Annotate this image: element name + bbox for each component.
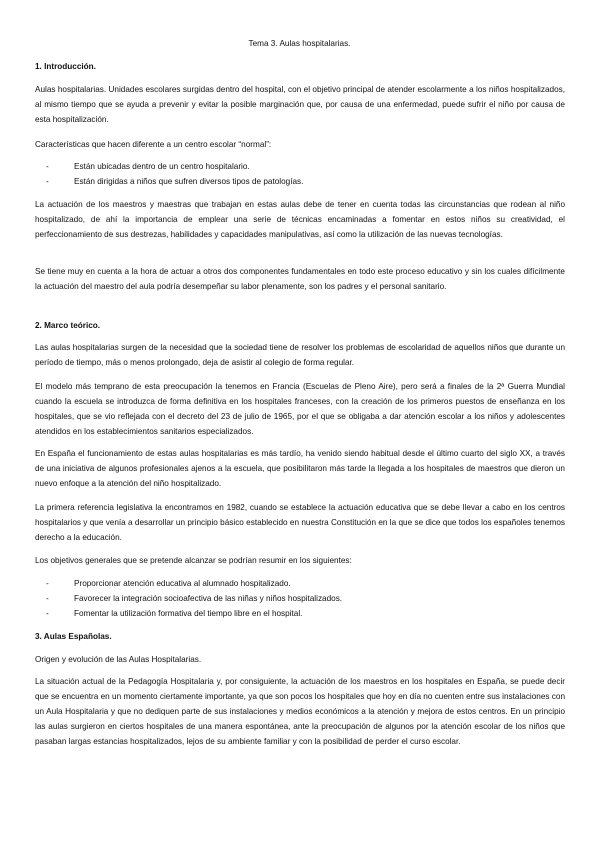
- list-item: - Fomentar la utilización formativa del tiempo libre en el hospital.: [35, 606, 565, 621]
- list-bullet: -: [46, 579, 49, 588]
- list-bullet: -: [46, 594, 49, 603]
- paragraph-legislacion: La primera referencia legislativa la encontramos en 1982, cuando se establece la actuación educativa que se debe llevar a cabo en los centros hospitalarios y que venía a desarrollar un principio básico establecido en nuestra Constitución en la que se dice que todos los españoles tenemos derecho a la educación.: [35, 503, 565, 542]
- paragraph-espana: En España el funcionamiento de estas aulas hospitalarias es más tardío, ha venido siendo habitual desde el último cuarto del siglo XX, a través de una iniciativa de algunos profesionales ajenos a la escuela, que posibilitaron más tarde la llegada a los hospitales de maestros que dieron un nuevo enfoque a la atención del niño hospitalizado.: [35, 449, 565, 488]
- paragraph-situacion-actual: La situación actual de la Pedagogía Hospitalaria y, por consiguiente, la actuación de los maestros en los hospitales en España, se puede decir que se encuentra en un momento ciertamente importante, ya que son pocos los hospitales que hoy en día no cuenten entre sus instalaciones con un Aula Hospitalaria y que no dediquen parte de sus instalaciones y medios económicos a la atención y mejora de estos centros. En un principio las aulas surgieron en ciertos hospitales de una manera espontánea, ante la preocupación de algunos por la atención escolar de los niños que pasaban largas estancias hospitalizados, lejos de su ambiente familiar y con la posibilidad de perder el curso escolar.: [35, 677, 565, 746]
- heading-marco-teorico: 2. Marco teórico.: [35, 321, 101, 330]
- heading-introduccion: 1. Introducción.: [35, 62, 96, 71]
- page-title: Tema 3. Aulas hospitalarias.: [248, 39, 351, 48]
- list-objetivos: [35, 576, 565, 621]
- paragraph-objetivos: Los objetivos generales que se pretende alcanzar se podrían resumir en los siguientes:: [35, 556, 352, 565]
- list-bullet: -: [46, 177, 49, 186]
- list-item: - Favorecer la integración socioafectiva de las niñas y niños hospitalizados.: [35, 591, 565, 606]
- paragraph-actuacion-maestros: La actuación de los maestros y maestras que trabajan en estas aulas debe de tener en cuenta todas las circunstancias que rodean al niño hospitalizado, de ahí la importancia de emplear una serie de técnicas encaminadas a fomentar en estos niños su creatividad, el perfeccionamiento de sus destrezas, habilidades y capacidades manipulativas, así como la utilización de las nuevas tecnologías.: [35, 200, 565, 239]
- list-bullet: -: [46, 609, 49, 618]
- paragraph-necesidad: Las aulas hospitalarias surgen de la necesidad que la sociedad tiene de resolver los problemas de escolaridad de aquellos niños que durante un período de tiempo, más o menos prolongado, deja de asistir al colegio de forma regular.: [35, 343, 565, 367]
- list-caracteristicas: [35, 159, 565, 189]
- paragraph-aulas-hospitalarias: Aulas hospitalarias. Unidades escolares surgidas dentro del hospital, con el objetivo principal de atender escolarmente a los niños hospitalizados, al mismo tiempo que se ayuda a prevenir y evitar la posible marginación que, por causa de una enfermedad, puede sufrir el niño por causa de esta hospitalización.: [35, 85, 565, 124]
- list-bullet: -: [46, 162, 49, 171]
- list-item: - Proporcionar atención educativa al alumnado hospitalizado.: [35, 576, 565, 591]
- subheading-origen-evolucion: Origen y evolución de las Aulas Hospitalarias.: [35, 655, 202, 664]
- paragraph-padres-personal: Se tiene muy en cuenta a la hora de actuar a otros dos componentes fundamentales en todo este proceso educativo y sin los cuales difícilmente la actuación del maestro del aula podría desempeñar su labor plenamente, son los padres y el personal sanitario.: [35, 267, 565, 291]
- heading-aulas-espanolas: 3. Aulas Españolas.: [35, 632, 112, 641]
- list-item: - Están dirigidas a niños que sufren diversos tipos de patologías.: [35, 174, 565, 189]
- paragraph-caracteristicas: Características que hacen diferente a un centro escolar “normal”:: [35, 140, 272, 149]
- list-item: - Están ubicadas dentro de un centro hospitalario.: [35, 159, 565, 174]
- paragraph-francia: El modelo más temprano de esta preocupación la tenemos en Francia (Escuelas de Pleno Aire), pero será a finales de la 2ª Guerra Mundial cuando la escuela se introduzca de forma definitiva en los hospitales franceses, con la creación de los primeros puestos de enseñanza en los hospitales, que se vio reflejada con el decreto del 23 de julio de 1965, por el que se obligaba a dar atención escolar a los niños y adolescentes atendidos en los establecimientos sanitarios especializados.: [35, 382, 565, 436]
